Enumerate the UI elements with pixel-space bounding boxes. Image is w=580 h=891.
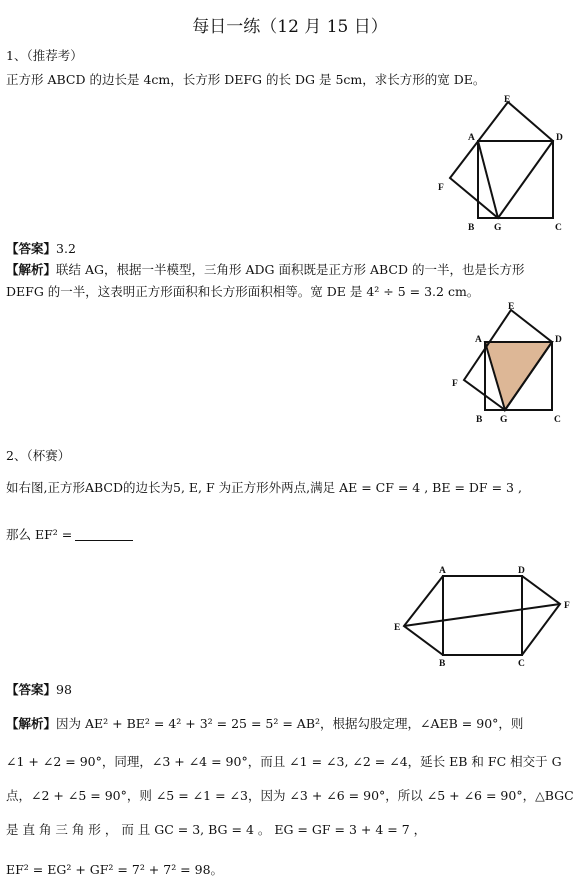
q2-label-a: A — [439, 566, 446, 576]
q2-figure — [388, 560, 578, 670]
q2-answer-value: 98 — [56, 682, 72, 697]
q1-square-abcd — [478, 141, 553, 218]
q1s-label-b: B — [476, 415, 483, 425]
q2-segment-ef — [404, 604, 560, 626]
q1-label-f: F — [438, 183, 444, 193]
q2-label-f: F — [564, 601, 570, 611]
q1s-label-f: F — [452, 379, 458, 389]
q2-analysis-line5: EF² = EG² + GF² = 7² + 7² = 98。 — [6, 862, 224, 877]
q1s-label-d: D — [555, 335, 562, 345]
q2-label-c: C — [518, 659, 525, 669]
q1-rectangle-defg — [450, 102, 553, 218]
q2-analysis-line4: 是 直 角 三 角 形 ， 而 且 GC = 3, BG = 4 。 EG = GF = 3 + 4 = 7 ， — [6, 822, 427, 837]
q1-question: 正方形 ABCD 的边长是 4cm，长方形 DEFG 的长 DG 是 5cm，求长方形的宽 DE。 — [6, 72, 486, 87]
q1-figure — [428, 90, 578, 240]
q1-analysis-label: 【解析】 — [6, 262, 57, 277]
q1-analysis-line1 — [6, 262, 524, 278]
q1s-label-e: E — [508, 302, 515, 312]
q2-answer-blank — [75, 540, 133, 541]
q1-segment-ag — [478, 141, 498, 218]
q1-analysis-line2: DEFG 的一半，这表明正方形面积和长方形面积相等。宽 DE 是 4² ÷ 5 = 3.2 cm。 — [6, 284, 480, 299]
q1-analysis-text1: 联结 AG，根据一半模型，三角形 ADG 面积既是正方形 ABCD 的一半，也是长方形 — [56, 262, 525, 277]
q1-label-c: C — [555, 223, 562, 233]
page-title: 每日一练（12 月 15 日） — [192, 17, 388, 37]
q2-answer — [6, 682, 72, 698]
q2-question-line1: 如右图,正方形ABCD的边长为5, E, F 为正方形外两点,满足 AE = CF = 4 , BE = DF = 3 , — [6, 480, 522, 495]
q1-label-g: G — [494, 223, 502, 233]
q2-label-d: D — [518, 566, 525, 576]
q2-analysis-label: 【解析】 — [6, 716, 57, 731]
q2-analysis-line1 — [6, 716, 523, 732]
q2-analysis-text1: 因为 AE² + BE² = 4² + 3² = 25 = 5² = AB²，根据勾股定理，∠AEB = 90°，则 — [56, 716, 524, 731]
q1-label-a: A — [468, 133, 475, 143]
q2-answer-label: 【答案】 — [6, 682, 57, 697]
q2-label-e: E — [394, 623, 401, 633]
q2-analysis-line3: 点，∠2 + ∠5 = 90°，则 ∠5 = ∠1 = ∠3，因为 ∠3 + ∠6 = 90°，所以 ∠5 + ∠6 = 90°，△BGC — [6, 788, 574, 803]
q1-solution-figure — [448, 298, 578, 428]
q2-label-b: B — [439, 659, 446, 669]
q1-answer — [6, 241, 76, 257]
q1-answer-value: 3.2 — [56, 241, 76, 256]
q1-header: 1、（推荐考） — [6, 48, 83, 63]
q1-label-e: E — [504, 95, 511, 105]
q1-label-d: D — [556, 133, 563, 143]
q1s-label-c: C — [554, 415, 561, 425]
q1s-label-g: G — [500, 415, 508, 425]
q2-question-line2 — [6, 527, 133, 543]
q1-answer-label: 【答案】 — [6, 241, 57, 256]
q2-analysis-line2: ∠1 + ∠2 = 90°，同理，∠3 + ∠4 = 90°，而且 ∠1 = ∠3, ∠2 = ∠4，延长 EB 和 FC 相交于 G — [6, 754, 562, 769]
q1s-label-a: A — [475, 335, 482, 345]
q2-header: 2、（杯赛） — [6, 448, 71, 463]
q1-shaded-triangle-adg — [485, 342, 552, 410]
q1-label-b: B — [468, 223, 475, 233]
q2-question-text2: 那么 EF² = — [6, 527, 73, 542]
